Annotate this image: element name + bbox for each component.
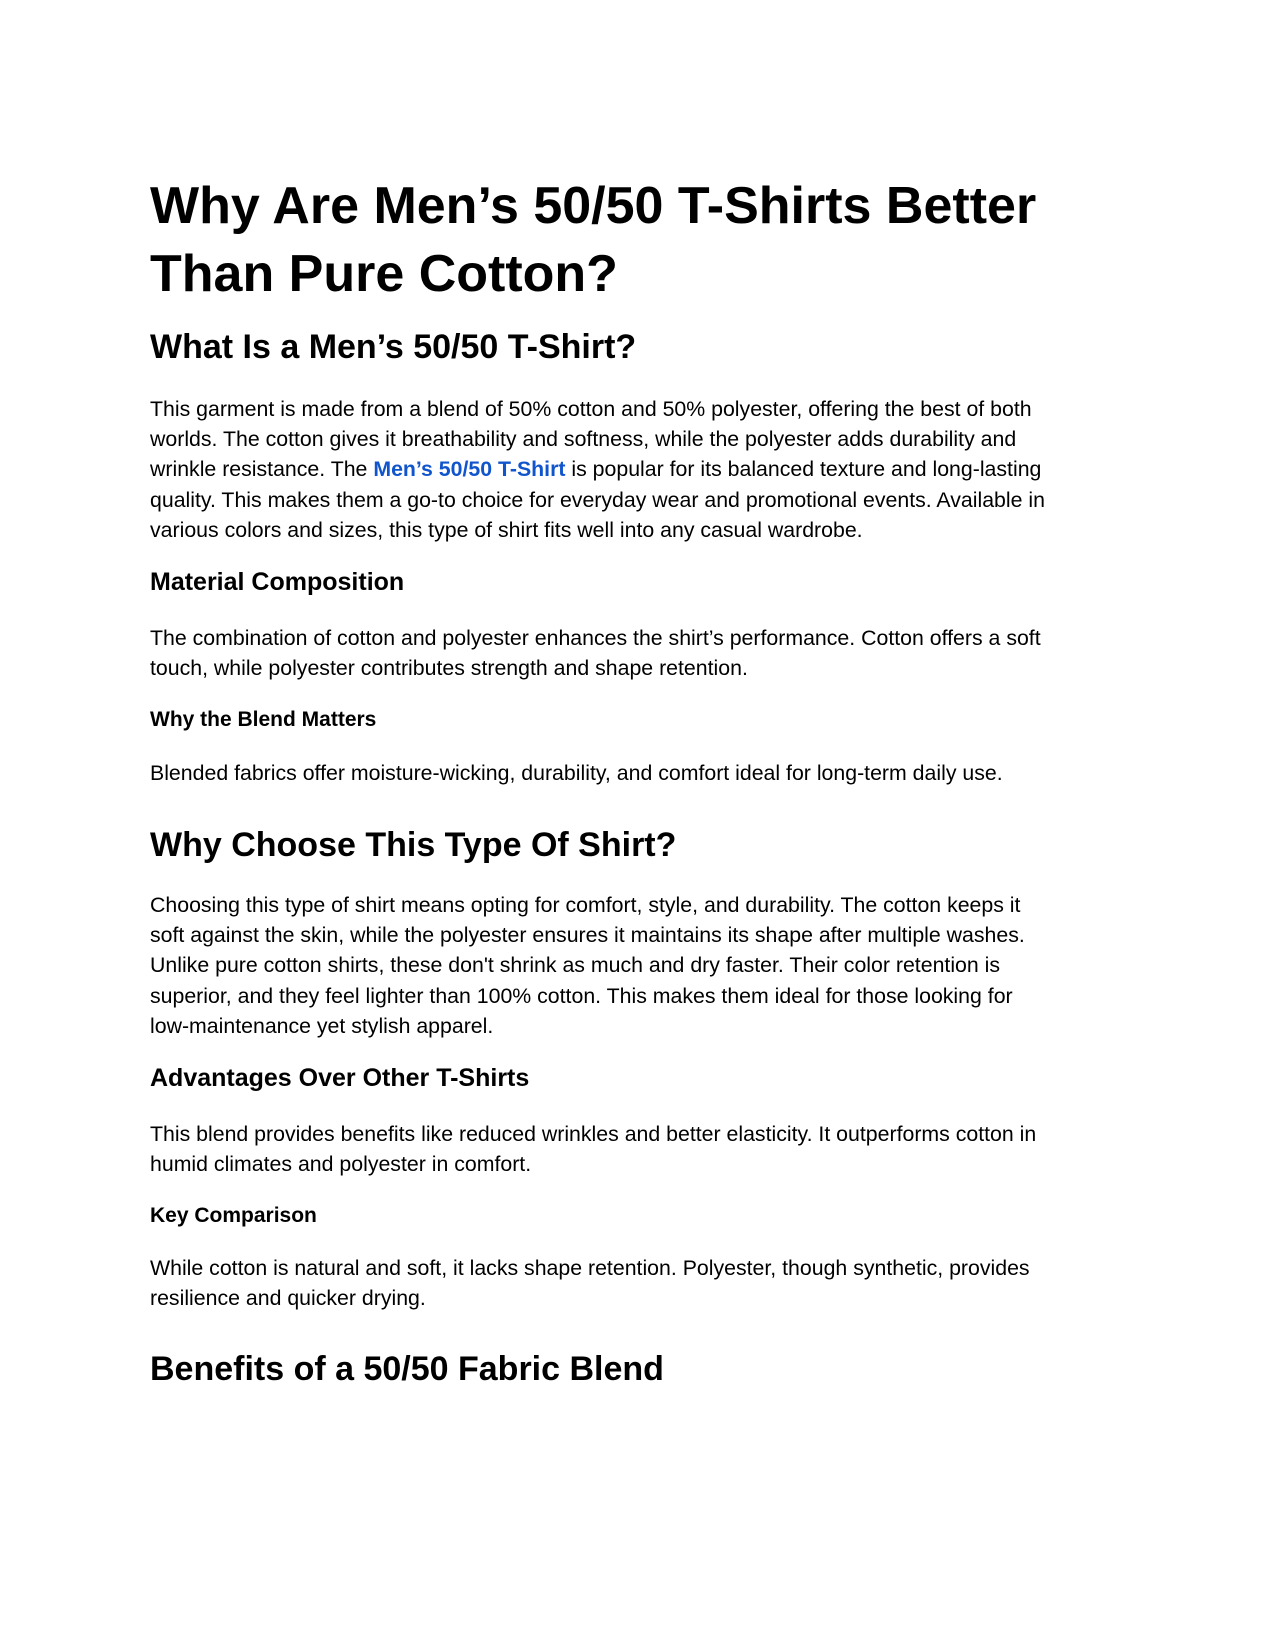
subheading-material-composition: Material Composition	[150, 568, 405, 596]
paragraph-blend-matters	[150, 758, 1125, 788]
paragraph-line: The combination of cotton and polyester enhances the shirt’s performance. Cotton offers a soft	[150, 626, 1041, 650]
text-span: is popular for its balanced texture and long-lasting	[565, 457, 1042, 482]
section-heading-benefits: Benefits of a 50/50 Fabric Blend	[150, 1350, 664, 1388]
paragraph-advantages	[150, 1119, 1125, 1179]
paragraph-line: worlds. The cotton gives it breathability and softness, while the polyester adds durability and	[150, 427, 1017, 452]
subheading-blend-matters: Why the Blend Matters	[150, 708, 377, 731]
paragraph-line: This garment is made from a blend of 50% cotton and 50% polyester, offering the best of both	[150, 397, 1032, 421]
paragraph-line: quality. This makes them a go-to choice for everyday wear and promotional events. Available in	[150, 487, 1045, 512]
section-heading-what-is: What Is a Men’s 50/50 T-Shirt?	[150, 328, 637, 366]
paragraph-why-choose	[150, 890, 1125, 1041]
page-title	[150, 172, 1125, 308]
subheading-key-comparison: Key Comparison	[150, 1204, 317, 1227]
paragraph-line: This blend provides benefits like reduced wrinkles and better elasticity. It outperforms cotton in	[150, 1122, 1037, 1146]
paragraph-line: Unlike pure cotton shirts, these don't shrink as much and dry faster. Their color retention is	[150, 953, 1001, 978]
paragraph-line: While cotton is natural and soft, it lacks shape retention. Polyester, though synthetic, provides	[150, 1256, 1030, 1280]
mens-5050-tshirt-link[interactable]: Men’s 50/50 T-Shirt	[373, 457, 566, 482]
title-line: Why Are Men’s 50/50 T-Shirts Better	[150, 177, 1037, 235]
paragraph-line: low-maintenance yet stylish apparel.	[150, 1013, 494, 1038]
paragraph-line: humid climates and polyester in comfort.	[150, 1152, 532, 1177]
paragraph-line: Blended fabrics offer moisture-wicking, durability, and comfort ideal for long-term daily use.	[150, 761, 1003, 785]
paragraph-what-is	[150, 394, 1125, 545]
text-span: wrinkle resistance. The	[150, 457, 374, 482]
title-line: Than Pure Cotton?	[150, 245, 618, 303]
paragraph-line: superior, and they feel lighter than 100% cotton. This makes them ideal for those looking for	[150, 983, 1013, 1008]
paragraph-line: Choosing this type of shirt means opting for comfort, style, and durability. The cotton keeps it	[150, 893, 1021, 917]
paragraph-line	[150, 454, 1125, 484]
paragraph-line: resilience and quicker drying.	[150, 1286, 426, 1311]
paragraph-line: soft against the skin, while the polyester ensures it maintains its shape after multiple washes.	[150, 923, 1025, 948]
paragraph-material	[150, 623, 1125, 683]
subheading-advantages: Advantages Over Other T-Shirts	[150, 1064, 530, 1092]
paragraph-line: various colors and sizes, this type of shirt fits well into any casual wardrobe.	[150, 517, 863, 542]
paragraph-key-comparison	[150, 1253, 1125, 1313]
paragraph-line: touch, while polyester contributes strength and shape retention.	[150, 656, 748, 681]
section-heading-why-choose: Why Choose This Type Of Shirt?	[150, 826, 677, 864]
